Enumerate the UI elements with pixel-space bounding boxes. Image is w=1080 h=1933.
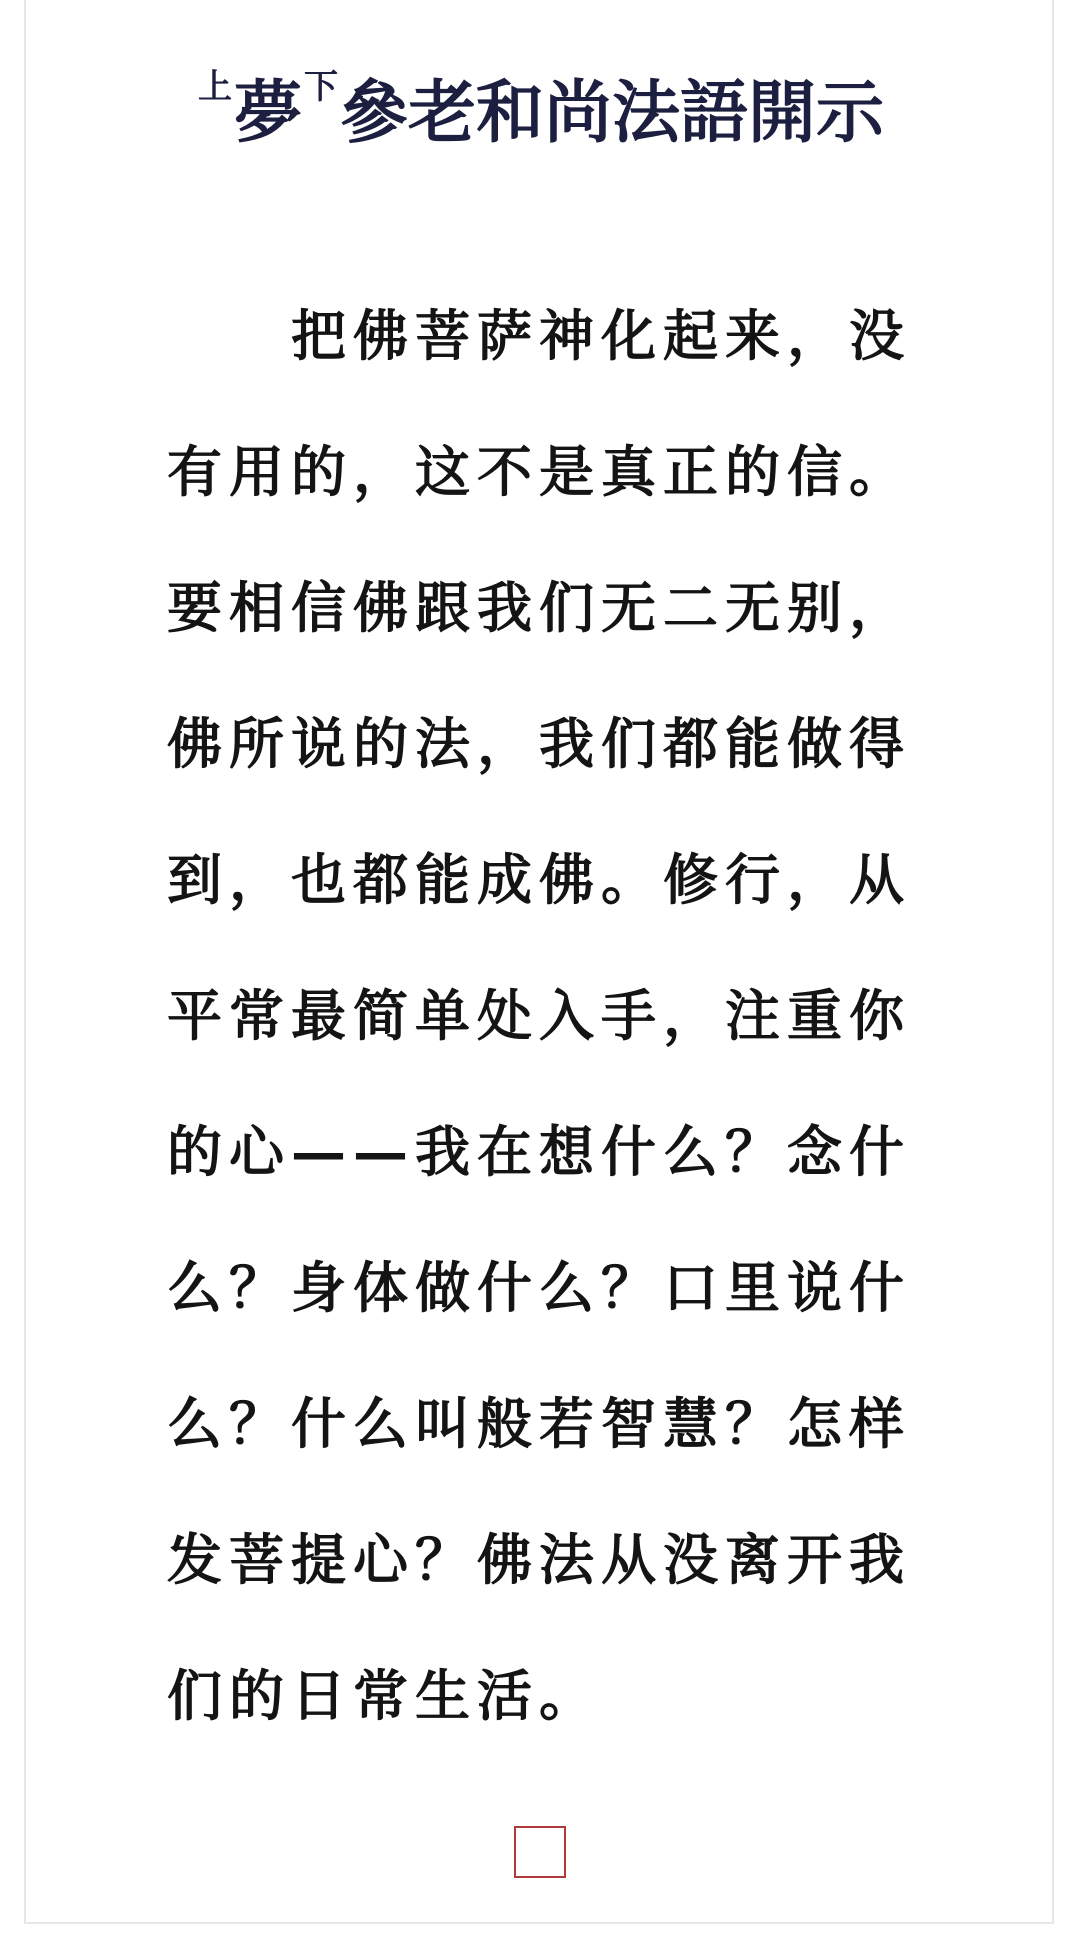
seal-glyph-3: [519, 1853, 539, 1873]
text-line-10: 发菩提心？佛法从没离开我: [167, 1527, 912, 1592]
title-main-text: 參老和尚法語開示: [340, 73, 885, 153]
title-honorific-lower: 下: [304, 67, 338, 107]
text-line-1: 把佛菩萨神化起来，没: [291, 303, 912, 368]
seal-glyph-2: [541, 1831, 561, 1851]
text-line-11: 们的日常生活。: [167, 1663, 602, 1728]
title-char-meng: 夢: [233, 73, 302, 153]
text-line-3: 要相信佛跟我们无二无别，: [167, 575, 912, 640]
text-line-7: 的心——我在想什么？念什: [167, 1119, 912, 1184]
text-line-5: 到，也都能成佛。修行，从: [167, 847, 912, 912]
seal-glyph-4: [541, 1853, 561, 1873]
dharma-talk-text: [167, 268, 925, 1764]
page-title: [0, 67, 1080, 153]
text-line-9: 么？什么叫般若智慧？怎样: [167, 1391, 912, 1456]
text-line-8: 么？身体做什么？口里说什: [167, 1255, 912, 1320]
text-line-6: 平常最简单处入手，注重你: [167, 983, 912, 1048]
title-honorific-upper: 上: [197, 67, 232, 107]
seal-glyph-1: [519, 1831, 539, 1851]
text-line-4: 佛所说的法，我们都能做得: [167, 711, 912, 776]
red-seal-stamp: [514, 1826, 566, 1878]
text-line-2: 有用的，这不是真正的信。: [167, 439, 912, 504]
